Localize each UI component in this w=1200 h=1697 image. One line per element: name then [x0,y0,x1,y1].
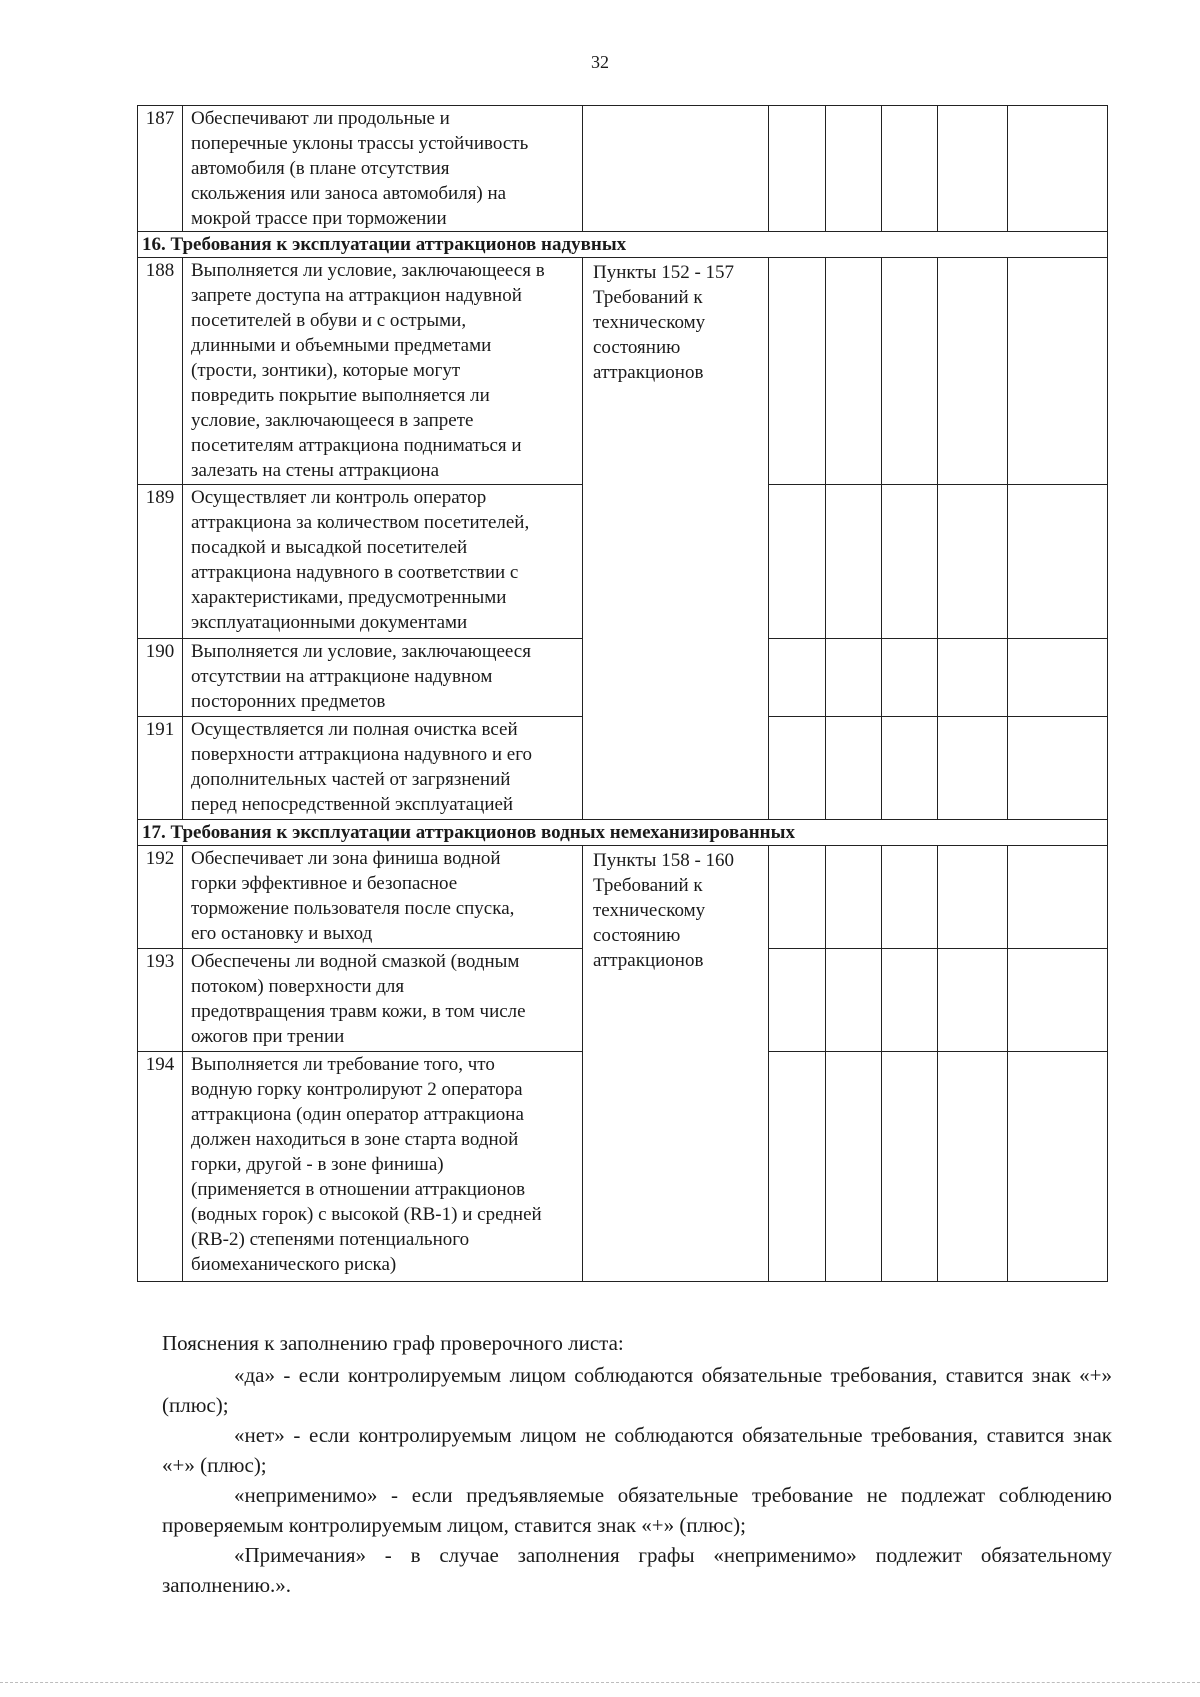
row-number: 191 [138,717,183,820]
answer-na-cell[interactable] [882,1052,938,1282]
answer-yes-cell[interactable] [769,639,826,717]
section-row [138,820,1108,846]
extra-cell[interactable] [938,949,1008,1052]
extra-cell[interactable] [938,717,1008,820]
notes-cell[interactable] [1008,639,1108,717]
notes-cell[interactable] [1008,258,1108,485]
answer-na-cell[interactable] [882,846,938,949]
note-remarks: «Примечания» - в случае заполнения графы «неприменимо» подлежит обязательному заполнению.». [162,1543,1112,1597]
notes-title: Пояснения к заполнению граф проверочного листа: [162,1331,624,1355]
notes-cell[interactable] [1008,1052,1108,1282]
answer-no-cell[interactable] [826,106,882,232]
page-number: 32 [591,52,609,72]
row-number: 187 [138,106,183,232]
checklist-table [137,105,1108,1282]
answer-yes-cell[interactable] [769,106,826,232]
answer-yes-cell[interactable] [769,846,826,949]
reference-cell [583,106,769,232]
answer-no-cell[interactable] [826,258,882,485]
extra-cell[interactable] [938,639,1008,717]
answer-no-cell[interactable] [826,639,882,717]
requirement-text: Обеспечивает ли зона финиша водной горки эффективное и безопасное торможение пользователя после спуска, его остановку и выход [183,846,583,949]
answer-no-cell[interactable] [826,1052,882,1282]
extra-cell[interactable] [938,258,1008,485]
section-title-17: 17. Требования к эксплуатации аттракционов водных немеханизированных [138,820,1108,846]
extra-cell[interactable] [938,1052,1008,1282]
row-number: 193 [138,949,183,1052]
answer-na-cell[interactable] [882,106,938,232]
section-title-16: 16. Требования к эксплуатации аттракционов надувных [138,232,1108,258]
notes-cell[interactable] [1008,106,1108,232]
section-row [138,232,1108,258]
notes-cell[interactable] [1008,949,1108,1052]
note-not-applicable: «неприменимо» - если предъявляемые обязательные требование не подлежат соблюдению проверяемым контролируемым лицом, ставится знак «+» (плюс); [162,1483,1112,1537]
answer-no-cell[interactable] [826,846,882,949]
note-no: «нет» - если контролируемым лицом не соблюдаются обязательные требования, ставится знак «+» (плюс); [162,1423,1112,1477]
answer-yes-cell[interactable] [769,1052,826,1282]
requirement-text: Выполняется ли требование того, что водную горку контролируют 2 оператора аттракциона (один оператор аттракциона должен находиться в зоне старта водной горки, другой - в зоне финиша) (применяется в отношении аттракционов (водных горок) с высокой (RB-1) и средней (RB-2) степенями потенциального биомеханического риска) [183,1052,583,1282]
answer-yes-cell[interactable] [769,717,826,820]
reference-cell: Пункты 152 - 157 Требований к техническому состоянию аттракционов [583,258,769,820]
table-row [138,846,1108,949]
answer-na-cell[interactable] [882,717,938,820]
answer-no-cell[interactable] [826,717,882,820]
row-number: 190 [138,639,183,717]
answer-na-cell[interactable] [882,485,938,639]
answer-yes-cell[interactable] [769,485,826,639]
note-yes: «да» - если контролируемым лицом соблюдаются обязательные требования, ставится знак «+» (плюс); [162,1363,1112,1417]
requirement-text: Выполняется ли условие, заключающееся в запрете доступа на аттракцион надувной посетителей в обуви и с острыми, длинными и объемными предметами (трости, зонтики), которые могут повредить покрытие выполняется ли условие, заключающееся в запрете посетителям аттракциона подниматься и залезать на стены аттракциона [183,258,583,485]
extra-cell[interactable] [938,106,1008,232]
answer-na-cell[interactable] [882,949,938,1052]
row-number: 188 [138,258,183,485]
answer-yes-cell[interactable] [769,258,826,485]
answer-yes-cell[interactable] [769,949,826,1052]
filling-notes [162,1328,1112,1600]
notes-cell[interactable] [1008,846,1108,949]
table-row [138,258,1108,485]
answer-no-cell[interactable] [826,485,882,639]
notes-cell[interactable] [1008,485,1108,639]
answer-na-cell[interactable] [882,258,938,485]
notes-cell[interactable] [1008,717,1108,820]
answer-no-cell[interactable] [826,949,882,1052]
requirement-text: Обеспечивают ли продольные и поперечные уклоны трассы устойчивость автомобиля (в плане отсутствия скольжения или заноса автомобиля) на мокрой трассе при торможении [183,106,583,232]
extra-cell[interactable] [938,846,1008,949]
requirement-text: Осуществляет ли контроль оператор аттракциона за количеством посетителей, посадкой и высадкой посетителей аттракциона надувного в соответствии с характеристиками, предусмотренными эксплуатационными документами [183,485,583,639]
answer-na-cell[interactable] [882,639,938,717]
row-number: 189 [138,485,183,639]
row-number: 192 [138,846,183,949]
scan-edge-line [0,1682,1200,1685]
extra-cell[interactable] [938,485,1008,639]
table-row [138,106,1108,232]
reference-cell: Пункты 158 - 160 Требований к техническому состоянию аттракционов [583,846,769,1282]
requirement-text: Выполняется ли условие, заключающееся отсутствии на аттракционе надувном посторонних предметов [183,639,583,717]
requirement-text: Осуществляется ли полная очистка всей поверхности аттракциона надувного и его дополнительных частей от загрязнений перед непосредственной эксплуатацией [183,717,583,820]
row-number: 194 [138,1052,183,1282]
requirement-text: Обеспечены ли водной смазкой (водным потоком) поверхности для предотвращения травм кожи, в том числе ожогов при трении [183,949,583,1052]
